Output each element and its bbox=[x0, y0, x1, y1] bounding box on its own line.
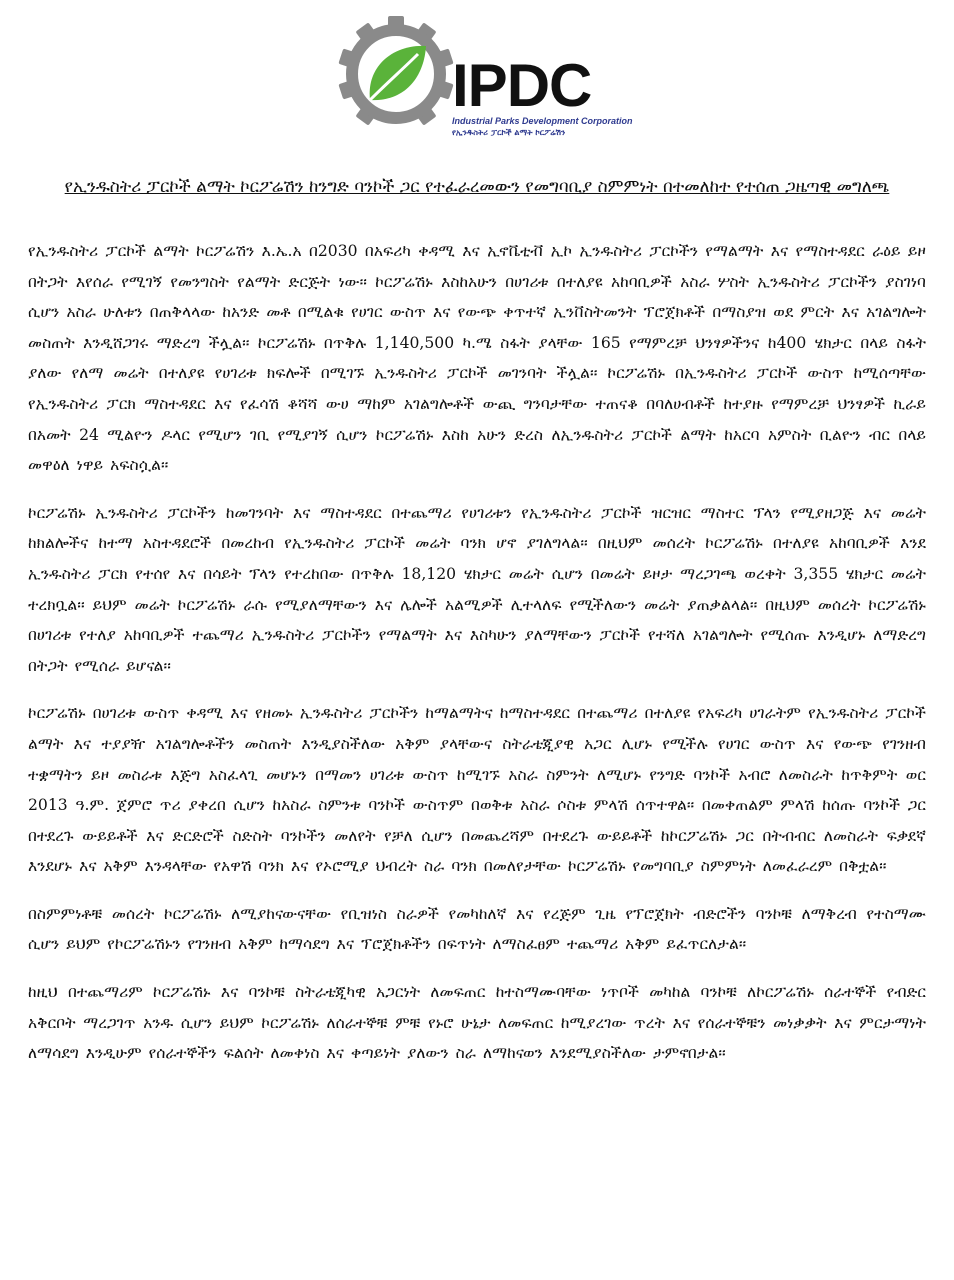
paragraph: ኮርፖሬሽኑ ኢንዱስትሪ ፓርኮችን ከመገንባት እና ማስተዳደር በተጨማሪ የሀገሪቱን የኢንዱስትሪ ፓርኮች ዝርዝር ማስተር ፕላን የሚያዘጋጅ እና መሬት ከክልሎችና ከተማ አስተዳደሮች በመረከብ የኢንዱስትሪ ፓርኮች መሬት ባንክ ሆኖ ያገለግላል፡፡ በዚህም መሰረት ኮርፖሬሽኑ በተለያዩ አከባቢዎች እንደ ኢንዱስትሪ ፓርክ የተሰየ እና በሳይት ፕላን የተረከበው በጥቅሉ 18,120 ሄክታር መሬት ሲሆን በመሬት ይዞታ ማረጋገጫ ወረቀት 3,355 ሄክታር መሬት ተረክቧል፡፡ ይህም መሬት ኮርፖሬሽኑ ራሱ የሚያለማቸውን እና ሌሎች አልሚዎች ሊተላለፍ የሚችለውን መሬት ያጠቃልላል፡፡ በዚህም መሰረት ኮርፖሬሽኑ በሀገሪቱ የተለያ አከባቢዎች ተጨማሪ ኢንዱስትሪ ፓርኮችን የማልማት እና እስካሁን ያለማቸውን ፓርኮች የተሻለ አገልግሎት የሚሰጡ እንዲሆኑ ለማድረግ በትጋት የሚሰራ ይሆናል፡፡ bbox=[28, 503, 926, 675]
brand-tagline: Industrial Parks Development Corporation bbox=[452, 116, 633, 126]
paragraph: የኢንዱስትሪ ፓርኮች ልማት ኮርፖሬሽን እ.ኤ.አ በ2030 በአፍሪካ ቀዳሚ እና ኢኖቬቲቭ ኢኮ ኢንዱስትሪ ፓርኮችን የማልማት እና የማስተዳደር ራዕይ ይዞ በትጋት እየሰራ የሚገኝ የመንግስት የልማት ድርጅት ነው፡፡ ኮርፖሬሽኑ እስከአሁን በሀገሪቱ በተለያዩ አከባቢዎች አስራ ሦስት ኢንዱስትሪ ፓርኮችን ያስገነባ ሲሆን አስራ ሁለቱን በጠቅላላው ከአንድ መቶ በሚልቁ የሀገር ውስጥ እና የውጭ ቀጥተኛ ኢንቨስትመንት ፕሮጀክቶች በማስያዝ ወደ ምርት እና አገልግሎት መስጠት እንዲሸጋገሩ ማድረግ ችሏል፡፡ ኮርፖሬሽኑ በጥቅሉ 1,140,500 ካ.ሜ ስፋት ያላቸው 165 የማምረቻ ህንፃዎችንና ከ400 ሄክታር በላይ ስፋት ያለው የለማ መሬት በተለያዩ የሀገሪቱ ክፍሎች በሚገኙ ኢንዱስትሪ ፓርኮች መገንባት ችሏል፡፡ ኮርፖሬሽኑ በኢንዱስትሪ ፓርኮች ውስጥ ከሚሰጣቸው የኢንዱስትሪ ፓርክ ማስተዳደር እና የፈሳሽ ቆሻሻ ውሀ ማከም አገልግሎቶች ውጪ ግንባታቸው ተጠናቆ በባለሀብቶች ከተያዙ የማምረቻ ህንፃዎች ኪራይ በአመት 24 ሚልዮን ዶላር የሚሆን ገቢ የሚያገኝ ሲሆን ኮርፖሬሽኑ እስከ አሁን ድረስ ለኢንዱስትሪ ፓርኮች ልማት ከአርባ አምስት ቢልዮን ብር በላይ መዋዕለ ነዋይ አፍስሷል፡፡ bbox=[28, 242, 926, 475]
ipdc-logo bbox=[332, 8, 632, 148]
brand-tagline-amharic: የኢንዱስትሪ ፓርኮች ልማት ኮርፖሬሽን bbox=[452, 128, 566, 137]
document-body bbox=[28, 236, 926, 1086]
paragraph: ከዚህ በተጨማሪም ኮርፖሬሽኑ እና ባንኮቹ ስትራቴጂካዊ አጋርነት ለመፍጠር ከተስማሙባቸው ነጥቦች መካከል ባንኮቹ ለኮርፖሬሽኑ ሰራተኞች የብድር አቅርቦት ማረጋገጥ አንዱ ሲሆን ይህም ኮርፖሬሽኑ ለሰራተኞቹ ምቹ የኑሮ ሁኔታ ለመፍጠር ከሚያረገው ጥረት እና የሰራተኞቹን መነቃቃት እና ምርታማነት ለማሳደግ እንዲሁም የሰራተኞችን ፍልሰት ለመቀነስ እና ቀጣይነት ያለውን ስራ ለማከናወን እንደሚያስችለው ታምኖበታል፡፡ bbox=[28, 983, 926, 1063]
gear-leaf-icon bbox=[332, 8, 462, 148]
paragraph: ኮርፖሬሽኑ በሀገሪቱ ውስጥ ቀዳሚ እና የዘመኑ ኢንዱስትሪ ፓርኮችን ከማልማትና ከማስተዳደር በተጨማሪ በተለያዩ የአፍሪካ ሀገራትም የኢንዱስትሪ ፓርኮች ልማት እና ተያያዥ አገልግሎቶችን መስጠት እንዲያስችለው አቅም ያላቸውና ስትራቴጂያዊ አጋር ሊሆኑ የሚችሉ የሀገር ውስጥ እና የውጭ የገንዘብ ተቋማትን ይዞ መስራቱ እጅግ አስፈላጊ መሆኑን በማመን ሀገሪቱ ውስጥ ከሚገኙ አስራ ስምንት ለሚሆኑ የንግድ ባንኮች አብሮ ለመስራት ከጥቅምት ወር 2013 ዓ.ም. ጀምሮ ጥሪ ያቀረበ ሲሆን ከአስራ ስምንቱ ባንኮች ውስጥም በወቅቱ አስራ ሶስቱ ምላሽ ሰጥተዋል፡፡ በመቀጠልም ምላሽ ከሰጡ ባንኮች ጋር በተደረጉ ውይይቶች እና ድርድሮች ስድስት ባንኮችን መለየት የቻለ ሲሆን በመጨረሻም በተደረጉ ውይይቶች ከኮርፖሬሽኑ ጋር በትብብር ለመስራት ፍቃደኛ እንደሆኑ እና አቅም እንዳላቸው የአዋሽ ባንክ እና የኦሮሚያ ህብረት ስራ ባንክ በመለየታቸው ኮርፖሬሽኑ የመግባቢያ ስምምነት ለመፈራረም በቅቷል፡፡ bbox=[28, 704, 926, 876]
document-title: የኢንዱስትሪ ፓርኮች ልማት ኮርፖሬሽን ከንግድ ባንኮች ጋር የተፈራረመውን የመግባቢያ ስምምነት በተመለከተ የተሰጠ ጋዜጣዊ መግለጫ bbox=[64, 177, 890, 197]
brand-name: IPDC bbox=[452, 52, 592, 119]
paragraph: በስምምነቶቹ መሰረት ኮርፖሬሽኑ ለሚያከናውናቸው የቢዝነስ ስራዎች የመካከለኛ እና የረጅም ጊዜ የፕሮጀክት ብድሮችን ባንኮቹ ለማቅረብ የተስማሙ ሲሆን ይህም የኮርፖሬሽኑን የገንዘብ አቅም ከማሳደግ እና ፕሮጀክቶችን በፍጥነት ለማስፈፀም ተጨማሪ አቅም ይፈጥርለታል፡፡ bbox=[28, 904, 926, 954]
